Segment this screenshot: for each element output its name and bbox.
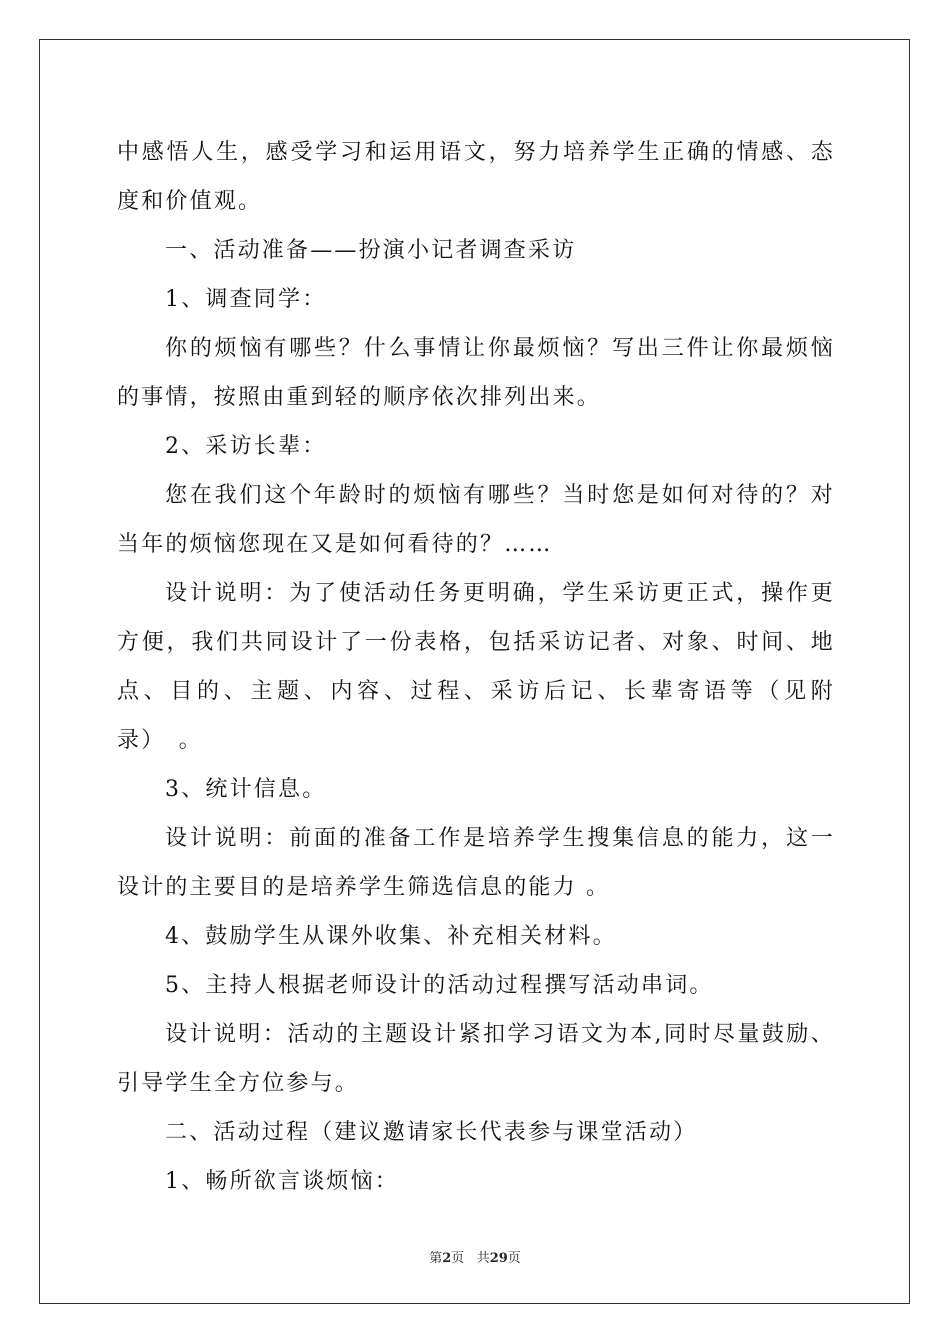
page-number: 2 <box>442 1251 452 1266</box>
page-footer <box>0 1247 950 1266</box>
paragraph: 中感悟人生，感受学习和运用语文，努力培养学生正确的情感、态度和价值观。 <box>117 140 835 214</box>
paragraph: 4、鼓励学生从课外收集、补充相关材料。 <box>165 924 617 949</box>
paragraph: 设计说明：活动的主题设计紧扣学习语文为本,同时尽量鼓励、引导学生全方位参与。 <box>117 1022 835 1096</box>
paragraph: 2、采访长辈： <box>165 434 327 459</box>
page-prefix: 第 <box>429 1251 443 1266</box>
paragraph: 1、调查同学： <box>165 287 327 312</box>
paragraph: 设计说明：前面的准备工作是培养学生搜集信息的能力，这一设计的主要目的是培养学生筛选信息的能力 。 <box>117 826 835 900</box>
page-suffix: 页 <box>451 1251 465 1266</box>
paragraph: 1、畅所欲言谈烦恼： <box>165 1169 399 1194</box>
paragraph: 你的烦恼有哪些？什么事情让你最烦恼？写出三件让你最烦恼的事情，按照由重到轻的顺序依次排列出来。 <box>117 336 835 410</box>
total-prefix: 共 <box>476 1251 490 1266</box>
paragraph: 设计说明：为了使活动任务更明确，学生采访更正式，操作更方便，我们共同设计了一份表格，包括采访记者、对象、时间、地点、目的、主题、内容、过程、采访后记、长辈寄语等（见附录） 。 <box>117 581 835 753</box>
paragraph: 5、主持人根据老师设计的活动过程撰写活动串词。 <box>165 973 714 998</box>
section-heading: 一、活动准备——扮演小记者调查采访 <box>165 238 577 263</box>
section-heading: 二、活动过程（建议邀请家长代表参与课堂活动） <box>165 1120 698 1145</box>
document-body <box>117 128 835 1206</box>
paragraph: 3、统计信息。 <box>165 777 327 802</box>
paragraph: 您在我们这个年龄时的烦恼有哪些？当时您是如何对待的？对当年的烦恼您现在又是如何看待的？…… <box>117 483 835 557</box>
total-suffix: 页 <box>507 1251 521 1266</box>
total-pages: 29 <box>489 1251 508 1266</box>
